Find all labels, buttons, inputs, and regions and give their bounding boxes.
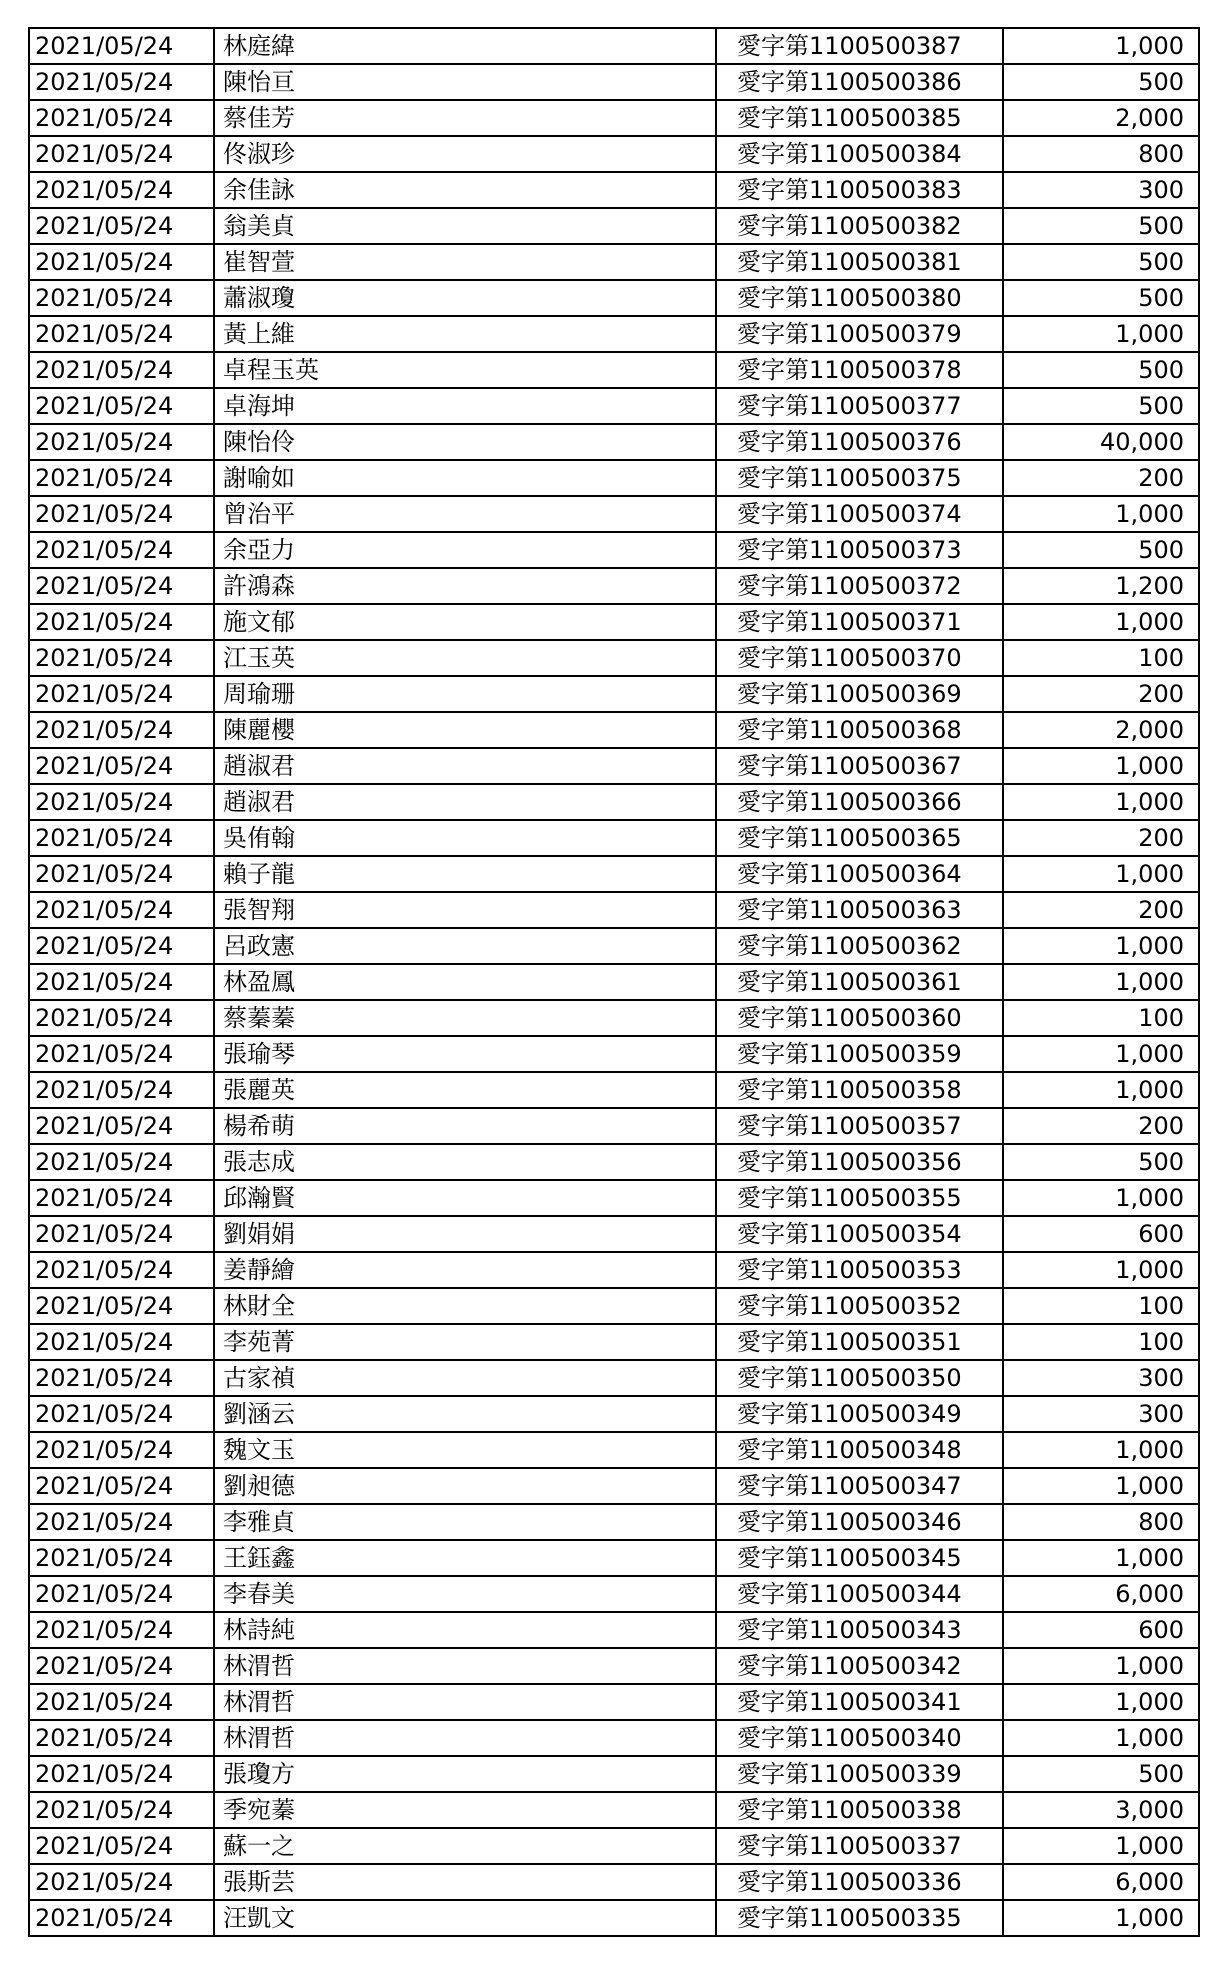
donor-name: 賴子龍 xyxy=(214,856,716,892)
donor-name: 季宛蓁 xyxy=(214,1792,716,1828)
receipt-number: 愛字第1100500384 xyxy=(716,136,1003,172)
donation-date: 2021/05/24 xyxy=(29,1216,214,1252)
donation-amount: 1,000 xyxy=(1003,1036,1199,1072)
donation-date: 2021/05/24 xyxy=(29,496,214,532)
donor-name: 張智翔 xyxy=(214,892,716,928)
receipt-number: 愛字第1100500349 xyxy=(716,1396,1003,1432)
table-row xyxy=(29,1216,1199,1252)
donation-date: 2021/05/24 xyxy=(29,1144,214,1180)
donation-amount: 300 xyxy=(1003,172,1199,208)
donation-amount: 1,000 xyxy=(1003,928,1199,964)
donor-name: 余亞力 xyxy=(214,532,716,568)
donation-amount: 1,000 xyxy=(1003,1432,1199,1468)
table-row xyxy=(29,1504,1199,1540)
receipt-number: 愛字第1100500375 xyxy=(716,460,1003,496)
receipt-number: 愛字第1100500346 xyxy=(716,1504,1003,1540)
donor-name: 陳怡伶 xyxy=(214,424,716,460)
donor-name: 張斯芸 xyxy=(214,1864,716,1900)
donor-name: 劉娟娟 xyxy=(214,1216,716,1252)
table-row xyxy=(29,172,1199,208)
donor-name: 魏文玉 xyxy=(214,1432,716,1468)
donation-amount: 200 xyxy=(1003,676,1199,712)
donation-amount: 1,000 xyxy=(1003,1900,1199,1936)
donation-date: 2021/05/24 xyxy=(29,1180,214,1216)
donation-date: 2021/05/24 xyxy=(29,1072,214,1108)
donation-amount: 1,000 xyxy=(1003,604,1199,640)
donation-date: 2021/05/24 xyxy=(29,1540,214,1576)
receipt-number: 愛字第1100500348 xyxy=(716,1432,1003,1468)
donor-name: 王鈺鑫 xyxy=(214,1540,716,1576)
donation-date: 2021/05/24 xyxy=(29,1900,214,1936)
donation-date: 2021/05/24 xyxy=(29,820,214,856)
receipt-number: 愛字第1100500345 xyxy=(716,1540,1003,1576)
donor-name: 李雅貞 xyxy=(214,1504,716,1540)
receipt-number: 愛字第1100500372 xyxy=(716,568,1003,604)
table-row xyxy=(29,1180,1199,1216)
donation-amount: 6,000 xyxy=(1003,1864,1199,1900)
donation-amount: 1,000 xyxy=(1003,1720,1199,1756)
donor-name: 趙淑君 xyxy=(214,784,716,820)
donation-amount: 300 xyxy=(1003,1360,1199,1396)
donation-date: 2021/05/24 xyxy=(29,1396,214,1432)
donor-name: 古家禎 xyxy=(214,1360,716,1396)
table-row xyxy=(29,1252,1199,1288)
donation-date: 2021/05/24 xyxy=(29,28,214,64)
donation-amount: 100 xyxy=(1003,640,1199,676)
table-row xyxy=(29,1576,1199,1612)
table-row xyxy=(29,784,1199,820)
receipt-number: 愛字第1100500335 xyxy=(716,1900,1003,1936)
receipt-number: 愛字第1100500362 xyxy=(716,928,1003,964)
table-row xyxy=(29,460,1199,496)
donation-amount: 1,000 xyxy=(1003,1180,1199,1216)
donation-amount: 2,000 xyxy=(1003,100,1199,136)
donor-name: 蘇一之 xyxy=(214,1828,716,1864)
donation-amount: 800 xyxy=(1003,1504,1199,1540)
donation-amount: 800 xyxy=(1003,136,1199,172)
receipt-number: 愛字第1100500381 xyxy=(716,244,1003,280)
donor-name: 許鴻森 xyxy=(214,568,716,604)
donation-amount: 1,000 xyxy=(1003,964,1199,1000)
donor-name: 曾治平 xyxy=(214,496,716,532)
donation-amount: 1,000 xyxy=(1003,1648,1199,1684)
donation-date: 2021/05/24 xyxy=(29,352,214,388)
donation-amount: 1,000 xyxy=(1003,784,1199,820)
table-row xyxy=(29,928,1199,964)
donation-amount: 200 xyxy=(1003,460,1199,496)
table-row xyxy=(29,1828,1199,1864)
donation-amount: 500 xyxy=(1003,244,1199,280)
donation-amount: 1,000 xyxy=(1003,496,1199,532)
receipt-number: 愛字第1100500353 xyxy=(716,1252,1003,1288)
receipt-number: 愛字第1100500370 xyxy=(716,640,1003,676)
donation-amount: 500 xyxy=(1003,1756,1199,1792)
receipt-number: 愛字第1100500387 xyxy=(716,28,1003,64)
donor-name: 林盈鳳 xyxy=(214,964,716,1000)
donation-amount: 1,000 xyxy=(1003,748,1199,784)
table-row xyxy=(29,208,1199,244)
donor-name: 張麗英 xyxy=(214,1072,716,1108)
donor-name: 林詩純 xyxy=(214,1612,716,1648)
donor-name: 林渭哲 xyxy=(214,1720,716,1756)
donation-amount: 1,000 xyxy=(1003,1468,1199,1504)
table-row xyxy=(29,604,1199,640)
table-row xyxy=(29,1756,1199,1792)
receipt-number: 愛字第1100500377 xyxy=(716,388,1003,424)
donation-date: 2021/05/24 xyxy=(29,1684,214,1720)
receipt-number: 愛字第1100500344 xyxy=(716,1576,1003,1612)
donation-date: 2021/05/24 xyxy=(29,1720,214,1756)
receipt-number: 愛字第1100500339 xyxy=(716,1756,1003,1792)
receipt-number: 愛字第1100500364 xyxy=(716,856,1003,892)
table-row xyxy=(29,100,1199,136)
donor-name: 崔智萱 xyxy=(214,244,716,280)
receipt-number: 愛字第1100500379 xyxy=(716,316,1003,352)
donation-date: 2021/05/24 xyxy=(29,136,214,172)
donation-date: 2021/05/24 xyxy=(29,748,214,784)
donation-date: 2021/05/24 xyxy=(29,424,214,460)
receipt-number: 愛字第1100500352 xyxy=(716,1288,1003,1324)
table-row xyxy=(29,1288,1199,1324)
table-row xyxy=(29,1684,1199,1720)
donation-date: 2021/05/24 xyxy=(29,1612,214,1648)
donor-name: 陳麗櫻 xyxy=(214,712,716,748)
table-row xyxy=(29,568,1199,604)
donation-date: 2021/05/24 xyxy=(29,1000,214,1036)
table-row xyxy=(29,1540,1199,1576)
receipt-number: 愛字第1100500357 xyxy=(716,1108,1003,1144)
donor-name: 林渭哲 xyxy=(214,1684,716,1720)
donor-name: 姜靜繪 xyxy=(214,1252,716,1288)
donation-amount: 200 xyxy=(1003,892,1199,928)
donation-date: 2021/05/24 xyxy=(29,1360,214,1396)
donor-name: 蔡佳芳 xyxy=(214,100,716,136)
receipt-number: 愛字第1100500347 xyxy=(716,1468,1003,1504)
receipt-number: 愛字第1100500363 xyxy=(716,892,1003,928)
donor-name: 吳侑翰 xyxy=(214,820,716,856)
donation-date: 2021/05/24 xyxy=(29,1252,214,1288)
receipt-number: 愛字第1100500350 xyxy=(716,1360,1003,1396)
donation-amount: 300 xyxy=(1003,1396,1199,1432)
receipt-number: 愛字第1100500359 xyxy=(716,1036,1003,1072)
receipt-number: 愛字第1100500374 xyxy=(716,496,1003,532)
receipt-number: 愛字第1100500354 xyxy=(716,1216,1003,1252)
table-row xyxy=(29,280,1199,316)
table-row xyxy=(29,820,1199,856)
donation-date: 2021/05/24 xyxy=(29,532,214,568)
donation-date: 2021/05/24 xyxy=(29,964,214,1000)
donor-name: 汪凱文 xyxy=(214,1900,716,1936)
table-row xyxy=(29,748,1199,784)
donation-amount: 1,000 xyxy=(1003,316,1199,352)
donor-name: 張志成 xyxy=(214,1144,716,1180)
donation-date: 2021/05/24 xyxy=(29,712,214,748)
donation-amount: 1,200 xyxy=(1003,568,1199,604)
receipt-number: 愛字第1100500380 xyxy=(716,280,1003,316)
donation-date: 2021/05/24 xyxy=(29,676,214,712)
table-row xyxy=(29,1648,1199,1684)
donor-name: 蔡蓁蓁 xyxy=(214,1000,716,1036)
donation-date: 2021/05/24 xyxy=(29,604,214,640)
table-row xyxy=(29,676,1199,712)
table-row xyxy=(29,1036,1199,1072)
donation-amount: 500 xyxy=(1003,208,1199,244)
table-row xyxy=(29,712,1199,748)
donor-name: 蕭淑瓊 xyxy=(214,280,716,316)
donation-amount: 40,000 xyxy=(1003,424,1199,460)
donation-date: 2021/05/24 xyxy=(29,1864,214,1900)
donation-amount: 200 xyxy=(1003,1108,1199,1144)
donation-amount: 1,000 xyxy=(1003,856,1199,892)
donation-amount: 1,000 xyxy=(1003,1828,1199,1864)
donation-date: 2021/05/24 xyxy=(29,1648,214,1684)
receipt-number: 愛字第1100500340 xyxy=(716,1720,1003,1756)
donation-date: 2021/05/24 xyxy=(29,1504,214,1540)
donation-date: 2021/05/24 xyxy=(29,1036,214,1072)
receipt-number: 愛字第1100500341 xyxy=(716,1684,1003,1720)
donation-amount: 600 xyxy=(1003,1612,1199,1648)
table-row xyxy=(29,1360,1199,1396)
table-row xyxy=(29,64,1199,100)
table-row xyxy=(29,424,1199,460)
donation-date: 2021/05/24 xyxy=(29,100,214,136)
donation-amount: 200 xyxy=(1003,820,1199,856)
receipt-number: 愛字第1100500367 xyxy=(716,748,1003,784)
donation-date: 2021/05/24 xyxy=(29,1432,214,1468)
donation-amount: 1,000 xyxy=(1003,1252,1199,1288)
donation-date: 2021/05/24 xyxy=(29,928,214,964)
donation-date: 2021/05/24 xyxy=(29,64,214,100)
donor-name: 黃上維 xyxy=(214,316,716,352)
donation-amount: 500 xyxy=(1003,280,1199,316)
donation-date: 2021/05/24 xyxy=(29,1828,214,1864)
receipt-number: 愛字第1100500386 xyxy=(716,64,1003,100)
donation-date: 2021/05/24 xyxy=(29,388,214,424)
donor-name: 江玉英 xyxy=(214,640,716,676)
receipt-number: 愛字第1100500351 xyxy=(716,1324,1003,1360)
donor-name: 卓程玉英 xyxy=(214,352,716,388)
donor-name: 張瓊方 xyxy=(214,1756,716,1792)
table-row xyxy=(29,892,1199,928)
receipt-number: 愛字第1100500336 xyxy=(716,1864,1003,1900)
donor-name: 陳怡亘 xyxy=(214,64,716,100)
table-row xyxy=(29,1324,1199,1360)
table-row xyxy=(29,856,1199,892)
donation-date: 2021/05/24 xyxy=(29,1288,214,1324)
donor-name: 呂政憲 xyxy=(214,928,716,964)
donation-date: 2021/05/24 xyxy=(29,316,214,352)
receipt-number: 愛字第1100500337 xyxy=(716,1828,1003,1864)
table-row xyxy=(29,1144,1199,1180)
receipt-number: 愛字第1100500385 xyxy=(716,100,1003,136)
donation-date: 2021/05/24 xyxy=(29,208,214,244)
donation-date: 2021/05/24 xyxy=(29,1756,214,1792)
table-row xyxy=(29,316,1199,352)
table-row xyxy=(29,28,1199,64)
donor-name: 周瑜珊 xyxy=(214,676,716,712)
donation-date: 2021/05/24 xyxy=(29,460,214,496)
receipt-number: 愛字第1100500371 xyxy=(716,604,1003,640)
receipt-number: 愛字第1100500356 xyxy=(716,1144,1003,1180)
donor-name: 林財全 xyxy=(214,1288,716,1324)
donation-amount: 600 xyxy=(1003,1216,1199,1252)
table-row xyxy=(29,388,1199,424)
donation-ledger-table xyxy=(28,27,1200,1937)
table-row xyxy=(29,1468,1199,1504)
receipt-number: 愛字第1100500338 xyxy=(716,1792,1003,1828)
donor-name: 劉昶德 xyxy=(214,1468,716,1504)
table-row xyxy=(29,352,1199,388)
donor-name: 佟淑珍 xyxy=(214,136,716,172)
table-row xyxy=(29,244,1199,280)
donor-name: 卓海坤 xyxy=(214,388,716,424)
receipt-number: 愛字第1100500378 xyxy=(716,352,1003,388)
donation-date: 2021/05/24 xyxy=(29,1324,214,1360)
donation-date: 2021/05/24 xyxy=(29,1108,214,1144)
donor-name: 林渭哲 xyxy=(214,1648,716,1684)
ledger-body xyxy=(29,28,1199,1936)
table-row xyxy=(29,1072,1199,1108)
donation-date: 2021/05/24 xyxy=(29,172,214,208)
donor-name: 楊希萌 xyxy=(214,1108,716,1144)
donation-date: 2021/05/24 xyxy=(29,244,214,280)
table-row xyxy=(29,1792,1199,1828)
table-row xyxy=(29,1396,1199,1432)
receipt-number: 愛字第1100500366 xyxy=(716,784,1003,820)
donation-date: 2021/05/24 xyxy=(29,568,214,604)
donor-name: 余佳詠 xyxy=(214,172,716,208)
donor-name: 林庭緯 xyxy=(214,28,716,64)
table-row xyxy=(29,640,1199,676)
donation-amount: 3,000 xyxy=(1003,1792,1199,1828)
donation-amount: 500 xyxy=(1003,64,1199,100)
receipt-number: 愛字第1100500376 xyxy=(716,424,1003,460)
receipt-number: 愛字第1100500342 xyxy=(716,1648,1003,1684)
receipt-number: 愛字第1100500365 xyxy=(716,820,1003,856)
donation-amount: 100 xyxy=(1003,1000,1199,1036)
receipt-number: 愛字第1100500355 xyxy=(716,1180,1003,1216)
donor-name: 謝喻如 xyxy=(214,460,716,496)
donation-amount: 500 xyxy=(1003,352,1199,388)
donation-date: 2021/05/24 xyxy=(29,1468,214,1504)
table-row xyxy=(29,1108,1199,1144)
donation-amount: 1,000 xyxy=(1003,1540,1199,1576)
table-row xyxy=(29,1900,1199,1936)
donation-date: 2021/05/24 xyxy=(29,784,214,820)
receipt-number: 愛字第1100500382 xyxy=(716,208,1003,244)
donation-date: 2021/05/24 xyxy=(29,640,214,676)
donation-amount: 1,000 xyxy=(1003,1072,1199,1108)
donation-amount: 2,000 xyxy=(1003,712,1199,748)
donation-amount: 500 xyxy=(1003,532,1199,568)
donor-name: 劉涵云 xyxy=(214,1396,716,1432)
table-row xyxy=(29,496,1199,532)
donation-amount: 1,000 xyxy=(1003,28,1199,64)
table-row xyxy=(29,532,1199,568)
donor-name: 施文郁 xyxy=(214,604,716,640)
table-row xyxy=(29,1612,1199,1648)
donor-name: 邱瀚賢 xyxy=(214,1180,716,1216)
donation-date: 2021/05/24 xyxy=(29,1576,214,1612)
receipt-number: 愛字第1100500343 xyxy=(716,1612,1003,1648)
donor-name: 張瑜琴 xyxy=(214,1036,716,1072)
donation-date: 2021/05/24 xyxy=(29,892,214,928)
donor-name: 趙淑君 xyxy=(214,748,716,784)
donation-amount: 6,000 xyxy=(1003,1576,1199,1612)
receipt-number: 愛字第1100500369 xyxy=(716,676,1003,712)
receipt-number: 愛字第1100500358 xyxy=(716,1072,1003,1108)
donation-amount: 100 xyxy=(1003,1288,1199,1324)
donation-amount: 1,000 xyxy=(1003,1684,1199,1720)
table-row xyxy=(29,964,1199,1000)
table-row xyxy=(29,1432,1199,1468)
receipt-number: 愛字第1100500383 xyxy=(716,172,1003,208)
donation-amount: 100 xyxy=(1003,1324,1199,1360)
receipt-number: 愛字第1100500361 xyxy=(716,964,1003,1000)
donor-name: 李春美 xyxy=(214,1576,716,1612)
table-row xyxy=(29,1864,1199,1900)
donation-date: 2021/05/24 xyxy=(29,1792,214,1828)
donation-amount: 500 xyxy=(1003,388,1199,424)
donor-name: 李苑菁 xyxy=(214,1324,716,1360)
donation-date: 2021/05/24 xyxy=(29,856,214,892)
table-row xyxy=(29,1720,1199,1756)
donor-name: 翁美貞 xyxy=(214,208,716,244)
receipt-number: 愛字第1100500360 xyxy=(716,1000,1003,1036)
table-row xyxy=(29,1000,1199,1036)
receipt-number: 愛字第1100500368 xyxy=(716,712,1003,748)
table-row xyxy=(29,136,1199,172)
donation-amount: 500 xyxy=(1003,1144,1199,1180)
receipt-number: 愛字第1100500373 xyxy=(716,532,1003,568)
donation-date: 2021/05/24 xyxy=(29,280,214,316)
